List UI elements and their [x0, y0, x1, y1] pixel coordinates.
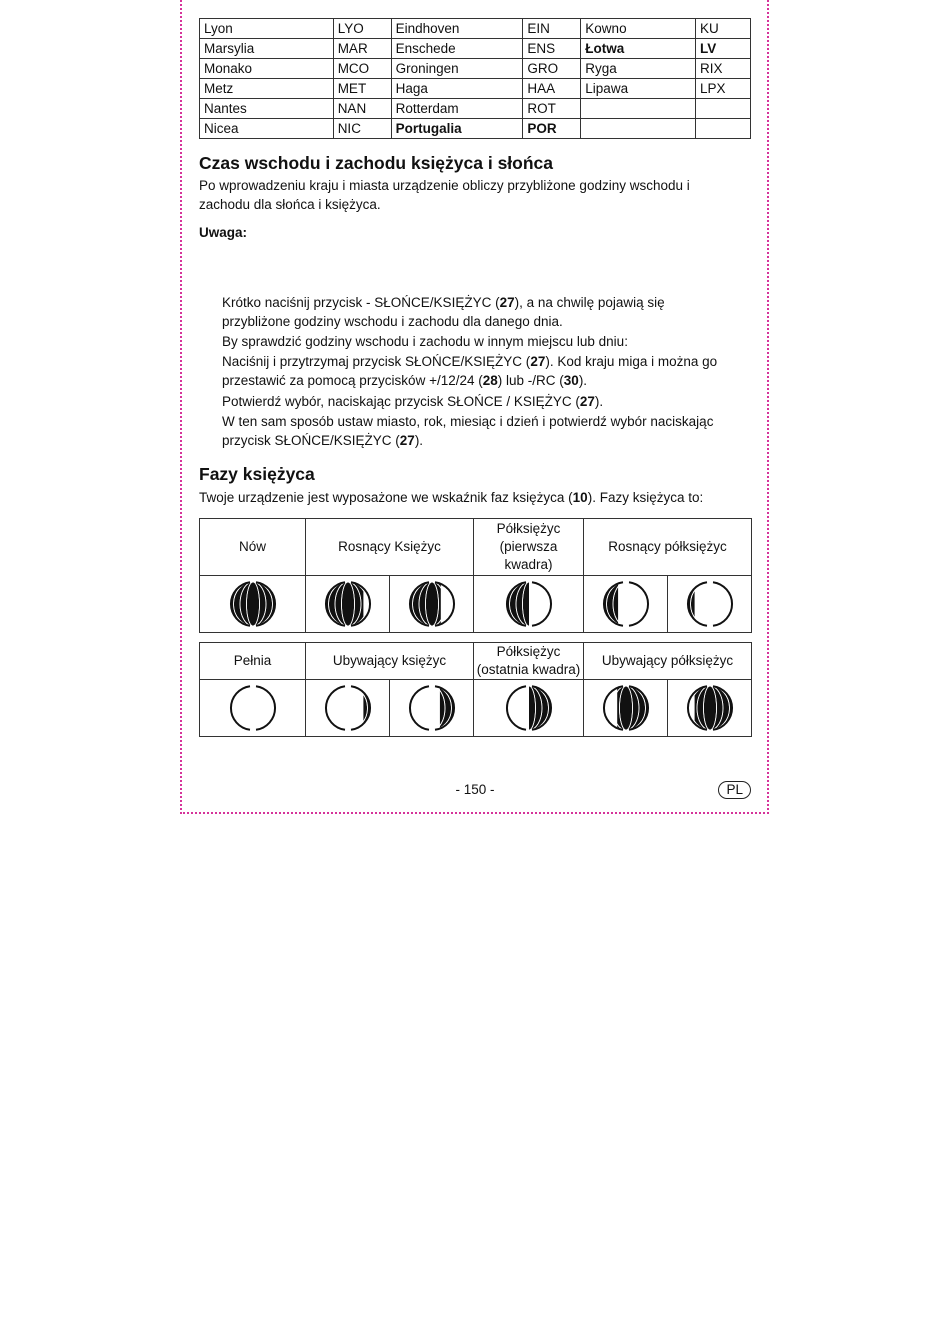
city-cell: Rotterdam — [391, 99, 523, 119]
city-cell: Nantes — [200, 99, 334, 119]
phase-label-row-1 — [200, 519, 752, 576]
city-cell: HAA — [523, 79, 581, 99]
city-cell: Ryga — [581, 59, 696, 79]
moon-phase-icon — [390, 680, 474, 737]
instruction-line: By sprawdzić godziny wschodu i zachodu w innym miejscu lub dniu: — [222, 334, 628, 349]
city-cell: LV — [696, 39, 751, 59]
instruction-line: przestawić za pomocą przycisków +/12/24 (28) lub -/RC (30). — [222, 373, 588, 388]
phase-label: Ubywający księżyc — [306, 643, 474, 680]
intro-line-2: zachodu dla słońca i księżyca. — [199, 197, 381, 212]
city-cell: ENS — [523, 39, 581, 59]
city-code-table — [199, 18, 751, 139]
city-cell: NIC — [333, 119, 391, 139]
city-row — [200, 39, 751, 59]
city-cell: GRO — [523, 59, 581, 79]
phase-label: Pełnia — [200, 643, 306, 680]
instruction-line: Potwierdź wybór, naciskając przycisk SŁOŃCE / KSIĘŻYC (27). — [222, 394, 604, 409]
section-title-rise-set: Czas wschodu i zachodu księżyca i słońca — [199, 153, 554, 173]
city-cell: NAN — [333, 99, 391, 119]
city-row — [200, 19, 751, 39]
moon-phase-icon — [306, 680, 390, 737]
city-cell: MET — [333, 79, 391, 99]
city-cell: ROT — [523, 99, 581, 119]
city-cell — [581, 119, 696, 139]
city-cell: Marsylia — [200, 39, 334, 59]
city-row — [200, 59, 751, 79]
city-cell: Portugalia — [391, 119, 523, 139]
city-cell — [696, 99, 751, 119]
moon-phase-icon — [390, 576, 474, 633]
city-cell: Metz — [200, 79, 334, 99]
language-badge: PL — [718, 781, 751, 799]
moon-phase-icon — [200, 576, 306, 633]
city-row — [200, 99, 751, 119]
city-cell: Kowno — [581, 19, 696, 39]
city-cell: Lyon — [200, 19, 334, 39]
moon-phase-icon — [668, 680, 752, 737]
city-cell: Enschede — [391, 39, 523, 59]
city-cell: POR — [523, 119, 581, 139]
moon-phases-intro: Twoje urządzenie jest wyposażone we wskaźnik faz księżyca (10). Fazy księżyca to: — [199, 490, 704, 505]
city-cell: Łotwa — [581, 39, 696, 59]
page-number: - 150 - — [455, 782, 495, 797]
intro-line-1: Po wprowadzeniu kraju i miasta urządzenie obliczy przybliżone godziny wschodu i — [199, 178, 690, 193]
city-cell — [581, 99, 696, 119]
instruction-line: przybliżone godziny wschodu i zachodu dla danego dnia. — [222, 314, 563, 329]
phase-label: Półksiężyc (ostatnia kwadra) — [474, 643, 584, 680]
city-cell: MAR — [333, 39, 391, 59]
moon-phase-icon — [668, 576, 752, 633]
moon-phase-table — [199, 518, 752, 737]
city-cell: Lipawa — [581, 79, 696, 99]
phase-label-row-2 — [200, 643, 752, 680]
moon-phase-icon — [306, 576, 390, 633]
city-row — [200, 119, 751, 139]
phase-label: Rosnący półksiężyc — [584, 519, 752, 576]
phase-icon-row-2 — [200, 680, 752, 737]
city-cell: Groningen — [391, 59, 523, 79]
moon-phase-icon — [584, 680, 668, 737]
instruction-line: Krótko naciśnij przycisk - SŁOŃCE/KSIĘŻYC (27), a na chwilę pojawią się — [222, 295, 665, 310]
instruction-line: Naciśnij i przytrzymaj przycisk SŁOŃCE/KSIĘŻYC (27). Kod kraju miga i można go — [222, 354, 718, 369]
instruction-line: W ten sam sposób ustaw miasto, rok, miesiąc i dzień i potwierdź wybór naciskając — [222, 414, 714, 429]
note-label: Uwaga: — [199, 225, 248, 240]
phase-label: Nów — [200, 519, 306, 576]
moon-phase-icon — [474, 576, 584, 633]
city-cell: Nicea — [200, 119, 334, 139]
city-cell: EIN — [523, 19, 581, 39]
city-cell: LPX — [696, 79, 751, 99]
city-cell: Monako — [200, 59, 334, 79]
city-cell: Eindhoven — [391, 19, 523, 39]
moon-phase-icon — [584, 576, 668, 633]
phase-label: Ubywający półksiężyc — [584, 643, 752, 680]
moon-phase-icon — [474, 680, 584, 737]
phase-label: Półksiężyc (pierwsza kwadra) — [474, 519, 584, 576]
moon-phase-icon — [200, 680, 306, 737]
phase-label: Rosnący Księżyc — [306, 519, 474, 576]
city-cell: KU — [696, 19, 751, 39]
section-title-moon-phases: Fazy księżyca — [199, 464, 315, 484]
city-row — [200, 79, 751, 99]
city-cell — [696, 119, 751, 139]
city-cell: LYO — [333, 19, 391, 39]
phase-icon-row-1 — [200, 576, 752, 633]
city-cell: MCO — [333, 59, 391, 79]
city-cell: Haga — [391, 79, 523, 99]
city-cell: RIX — [696, 59, 751, 79]
instruction-line: przycisk SŁOŃCE/KSIĘŻYC (27). — [222, 433, 424, 448]
